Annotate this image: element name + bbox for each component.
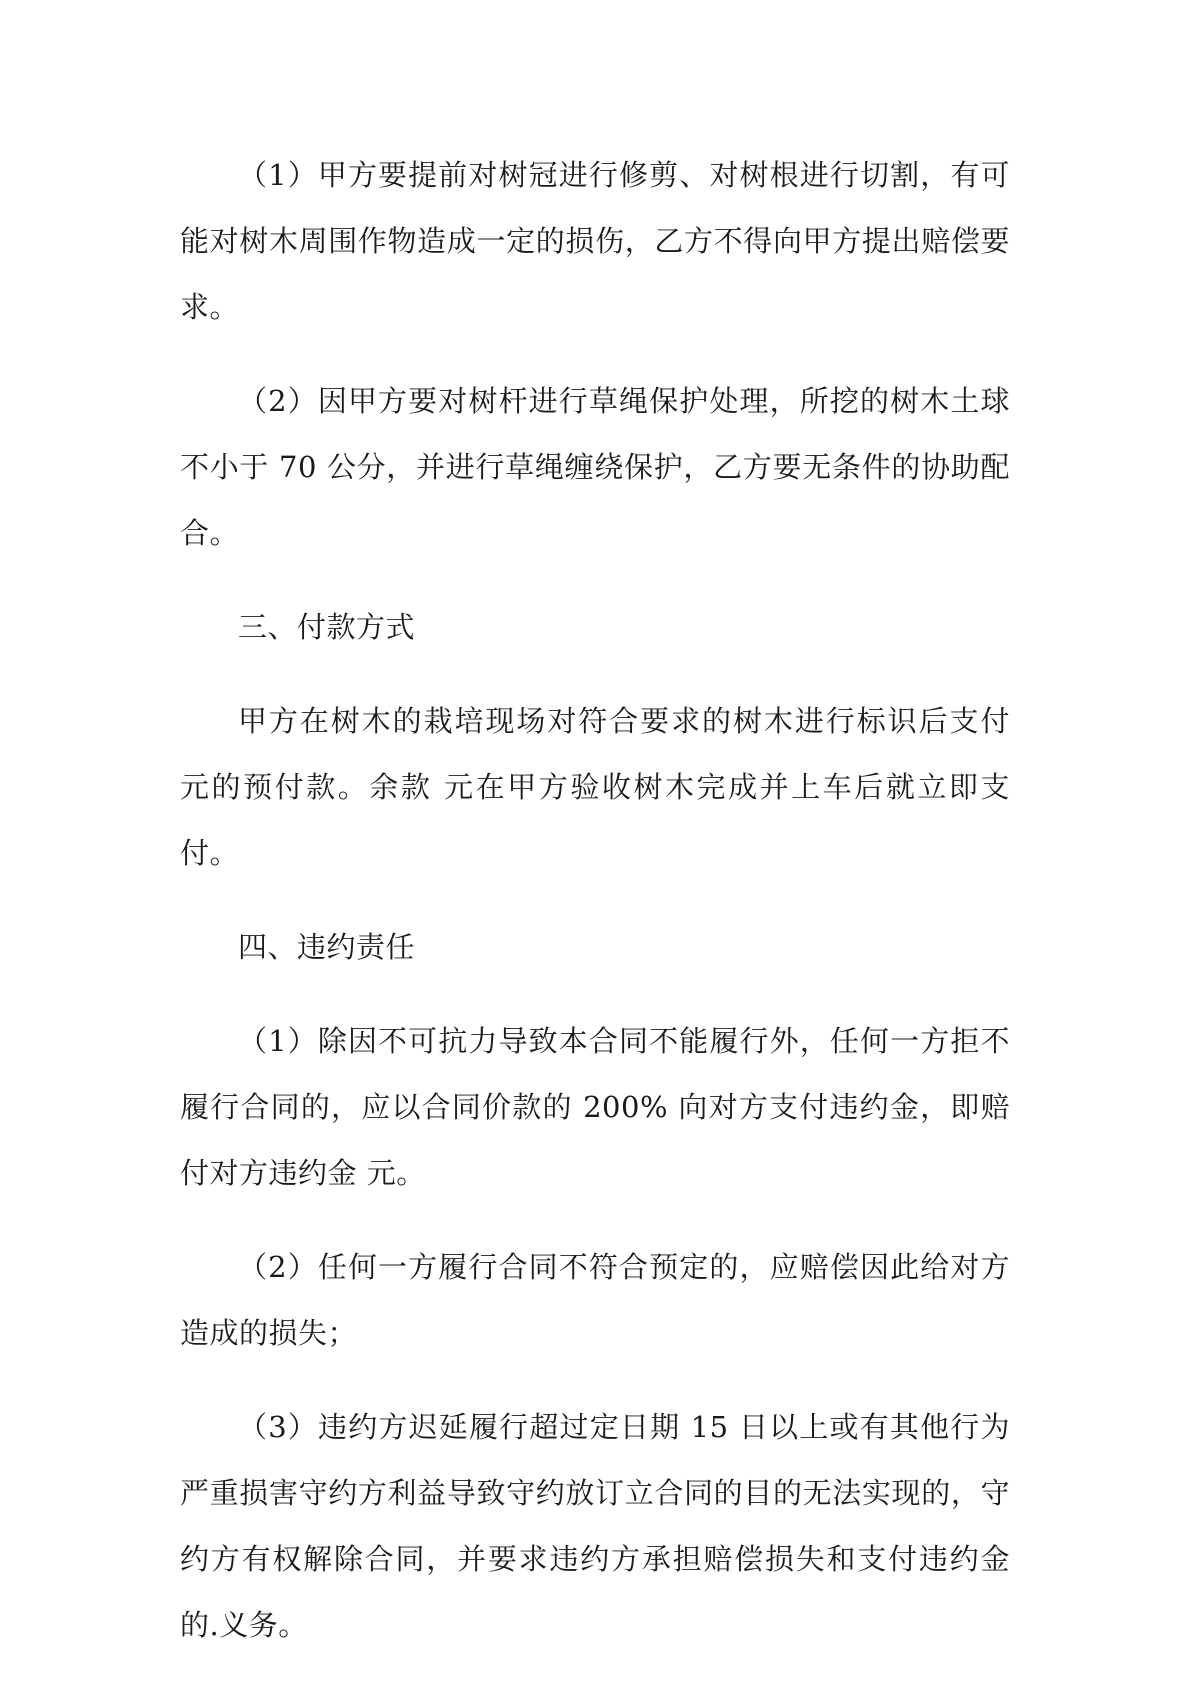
payment-terms-paragraph: 甲方在树木的栽培现场对符合要求的树木进行标识后支付 元的预付款。余款 元在甲方验收树木完成并上车后就立即支付。 xyxy=(180,704,1010,870)
clause-1-tree-pruning: （1）甲方要提前对树冠进行修剪、对树根进行切割，有可能对树木周围作物造成一定的损伤，乙方不得向甲方提出赔偿要求。 xyxy=(180,158,1010,324)
clause-2-straw-rope-protection: （2）因甲方要对树杆进行草绳保护处理，所挖的树木土球不小于 70 公分，并进行草绳缠绕保护，乙方要无条件的协助配合。 xyxy=(180,384,1010,550)
breach-clause-2: （2）任何一方履行合同不符合预定的，应赔偿因此给对方造成的损失； xyxy=(180,1250,1010,1350)
section-heading-payment: 三、付款方式 xyxy=(238,610,416,644)
breach-clause-3: （3）违约方迟延履行超过定日期 15 日以上或有其他行为严重损害守约方利益导致守约放订立合同的目的无法实现的，守约方有权解除合同，并要求违约方承担赔偿损失和支付违约金的.义务。 xyxy=(180,1410,1010,1642)
breach-clause-1: （1）除因不可抗力导致本合同不能履行外，任何一方拒不履行合同的，应以合同价款的 200% 向对方支付违约金，即赔付对方违约金 元。 xyxy=(180,1024,1010,1190)
section-heading-breach: 四、违约责任 xyxy=(238,930,416,964)
document-body xyxy=(180,142,1010,1686)
